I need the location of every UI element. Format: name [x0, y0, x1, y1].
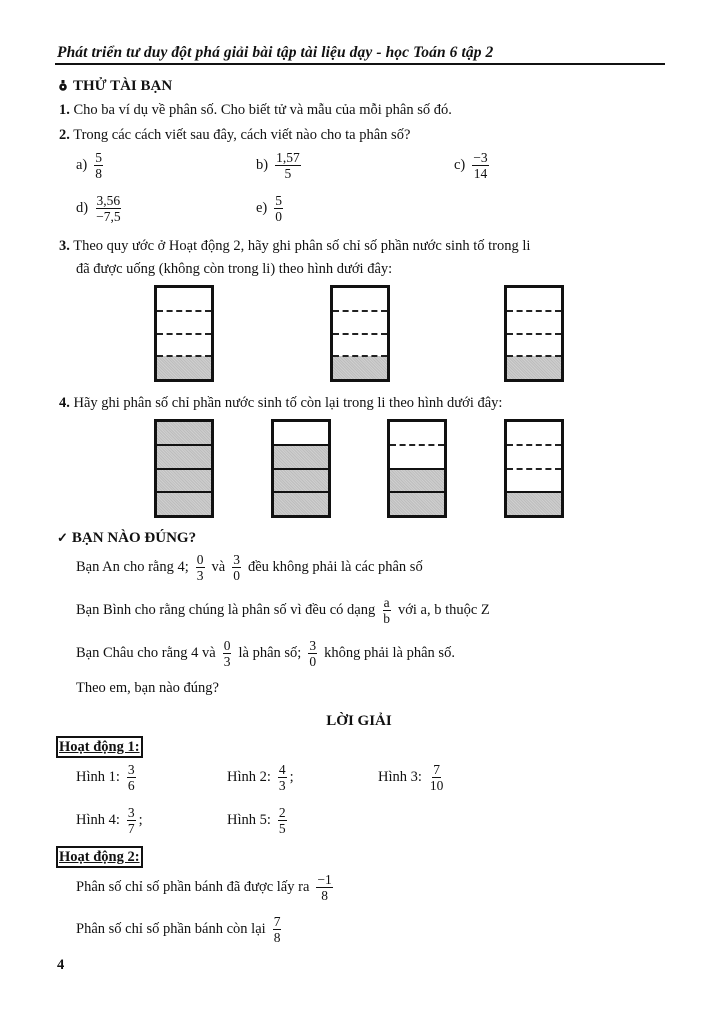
statement-text: là phân số;	[238, 645, 302, 661]
divider-line	[507, 491, 561, 493]
denominator: 0	[233, 568, 240, 583]
juice-fill	[157, 356, 211, 379]
option-c	[454, 150, 492, 181]
activity-2-label: Hoạt động 2:	[56, 846, 143, 868]
glass-figure	[271, 419, 331, 518]
numerator: 1,57	[276, 150, 300, 165]
option-label: d)	[76, 200, 89, 216]
divider-line	[333, 333, 387, 335]
denominator: 8	[321, 888, 328, 903]
question-number: 4.	[59, 395, 70, 411]
glass-figure	[387, 419, 447, 518]
section-title: THỬ TÀI BẠN	[73, 78, 173, 94]
numerator: 4	[278, 762, 286, 777]
divider-line	[390, 468, 444, 470]
solution-title: LỜI GIẢI	[326, 713, 392, 729]
question-number: 3.	[59, 238, 70, 254]
question-text: Trong các cách viết sau đây, cách viết nào cho ta phân số?	[73, 127, 411, 143]
separator: ;	[289, 769, 294, 785]
denominator: 6	[127, 778, 135, 793]
denominator: 7	[127, 821, 135, 836]
question-1	[59, 102, 452, 119]
glass-figure	[154, 285, 214, 382]
divider-line	[507, 444, 561, 446]
lightbulb-icon	[59, 80, 67, 91]
glass-figure	[330, 285, 390, 382]
statement-text: với a, b thuộc Z	[397, 602, 490, 618]
statement-text: Bạn Châu cho rằng 4 và	[76, 645, 216, 661]
denominator: 3	[196, 568, 204, 583]
option-b	[256, 150, 304, 181]
fraction	[223, 638, 232, 669]
numerator: 5	[275, 193, 283, 208]
denominator: 10	[429, 778, 444, 793]
question-2	[59, 127, 410, 144]
juice-fill	[333, 356, 387, 379]
answer-remaining	[76, 914, 284, 945]
fraction	[382, 595, 391, 626]
numerator: 3	[127, 762, 135, 777]
answer-text: Phân số chỉ số phần bánh đã được lấy ra	[76, 879, 310, 895]
statement-text: đều không phải là các phân số	[247, 559, 423, 575]
divider-line	[390, 491, 444, 493]
fraction	[472, 150, 488, 181]
answer-text: Phân số chỉ số phần bánh còn lại	[76, 921, 266, 937]
header-rule	[55, 63, 665, 65]
divider-line	[507, 468, 561, 470]
divider-line	[390, 444, 444, 446]
answer-hinh-1	[76, 762, 139, 793]
fraction	[95, 193, 122, 224]
option-label: c)	[454, 157, 466, 173]
numerator: −3	[473, 150, 488, 165]
denominator: 5	[278, 821, 286, 836]
numerator: 0	[196, 552, 204, 567]
statement-an	[76, 552, 423, 583]
denominator: 8	[273, 930, 281, 945]
fraction	[278, 762, 287, 793]
denominator: 5	[284, 166, 292, 181]
fraction	[316, 872, 332, 903]
fraction	[196, 552, 205, 583]
separator: ;	[138, 812, 143, 828]
section-title: BẠN NÀO ĐÚNG?	[71, 530, 197, 546]
denominator: 3	[278, 778, 286, 793]
section-thu-tai-ban	[59, 78, 172, 95]
numerator: a	[383, 595, 390, 610]
denominator: 8	[95, 166, 103, 181]
fraction	[274, 193, 283, 224]
question-number: 2.	[59, 127, 70, 143]
fraction	[273, 914, 282, 945]
denominator: 3	[223, 654, 231, 669]
glass-figure	[154, 419, 214, 518]
question-text: Hãy ghi phân số chỉ phần nước sinh tố còn lại trong li theo hình dưới đây:	[73, 395, 503, 411]
divider-line	[333, 310, 387, 312]
option-label: b)	[256, 157, 269, 173]
option-label: a)	[76, 157, 88, 173]
statement-text: Bạn Bình cho rằng chúng là phân số vì đều có dạng	[76, 602, 376, 618]
numerator: 7	[273, 914, 281, 929]
checkmark-icon: ✓	[57, 530, 68, 545]
numerator: 3	[309, 638, 317, 653]
answer-label: Hình 2:	[227, 769, 271, 785]
divider-line	[157, 355, 211, 357]
numerator: 3	[127, 805, 135, 820]
denominator: −7,5	[96, 209, 121, 224]
question-text: Theo quy ước ở Hoạt động 2, hãy ghi phân số chỉ số phần nước sinh tố trong li	[73, 238, 531, 254]
fraction	[127, 762, 136, 793]
numerator: −1	[317, 872, 332, 887]
option-e	[256, 193, 286, 224]
answer-hinh-4	[76, 805, 143, 836]
divider-line	[157, 491, 211, 493]
statement-text: và	[211, 559, 226, 575]
option-d	[76, 193, 125, 224]
question-4	[59, 395, 502, 412]
answer-label: Hình 4:	[76, 812, 120, 828]
glass-figure	[504, 419, 564, 518]
numerator: 3,56	[96, 193, 121, 208]
divider-line	[157, 444, 211, 446]
divider-line	[507, 310, 561, 312]
option-label: e)	[256, 200, 268, 216]
answer-hinh-3	[378, 762, 447, 793]
answer-label: Hình 5:	[227, 812, 271, 828]
fraction	[278, 805, 287, 836]
option-a	[76, 150, 106, 181]
question-text: Cho ba ví dụ về phân số. Cho biết tử và mẫu của mỗi phân số đó.	[73, 102, 452, 118]
answer-hinh-2	[227, 762, 294, 793]
section-ban-nao-dung	[57, 530, 196, 547]
question-number: 1.	[59, 102, 70, 118]
answer-taken-out	[76, 872, 336, 903]
denominator: b	[383, 611, 390, 626]
numerator: 3	[233, 552, 240, 567]
juice-fill	[507, 492, 561, 515]
fraction	[308, 638, 317, 669]
divider-line	[274, 468, 328, 470]
divider-line	[333, 355, 387, 357]
divider-line	[157, 468, 211, 470]
statement-text: Bạn An cho rằng 4;	[76, 559, 189, 575]
fraction	[429, 762, 445, 793]
numerator: 0	[223, 638, 231, 653]
divider-line	[157, 333, 211, 335]
numerator: 2	[278, 805, 286, 820]
denominator: 0	[275, 209, 283, 224]
page-number: 4	[57, 957, 65, 973]
statement-text: không phải là phân số.	[324, 645, 455, 661]
numerator: 7	[433, 762, 441, 777]
juice-fill	[274, 445, 328, 515]
answer-label: Hình 1:	[76, 769, 120, 785]
answer-label: Hình 3:	[378, 769, 422, 785]
fraction	[232, 552, 241, 583]
question-3	[59, 238, 530, 255]
divider-line	[157, 310, 211, 312]
fraction	[94, 150, 103, 181]
statement-chau	[76, 638, 455, 669]
divider-line	[274, 444, 328, 446]
denominator: 14	[473, 166, 488, 181]
denominator: 0	[309, 654, 317, 669]
activity-1-label: Hoạt động 1:	[56, 736, 143, 758]
question-3-line2: đã được uống (không còn trong li) theo hình dưới đây:	[76, 261, 393, 277]
running-header: Phát triển tư duy đột phá giải bài tập tài liệu dạy - học Toán 6 tập 2	[57, 44, 494, 61]
numerator: 5	[95, 150, 103, 165]
divider-line	[507, 333, 561, 335]
fraction	[275, 150, 301, 181]
divider-line	[507, 355, 561, 357]
question-who-is-right: Theo em, bạn nào đúng?	[76, 680, 219, 696]
divider-line	[274, 491, 328, 493]
glass-figure	[504, 285, 564, 382]
answer-hinh-5	[227, 805, 290, 836]
juice-fill	[507, 356, 561, 379]
fraction	[127, 805, 136, 836]
statement-binh	[76, 595, 490, 626]
